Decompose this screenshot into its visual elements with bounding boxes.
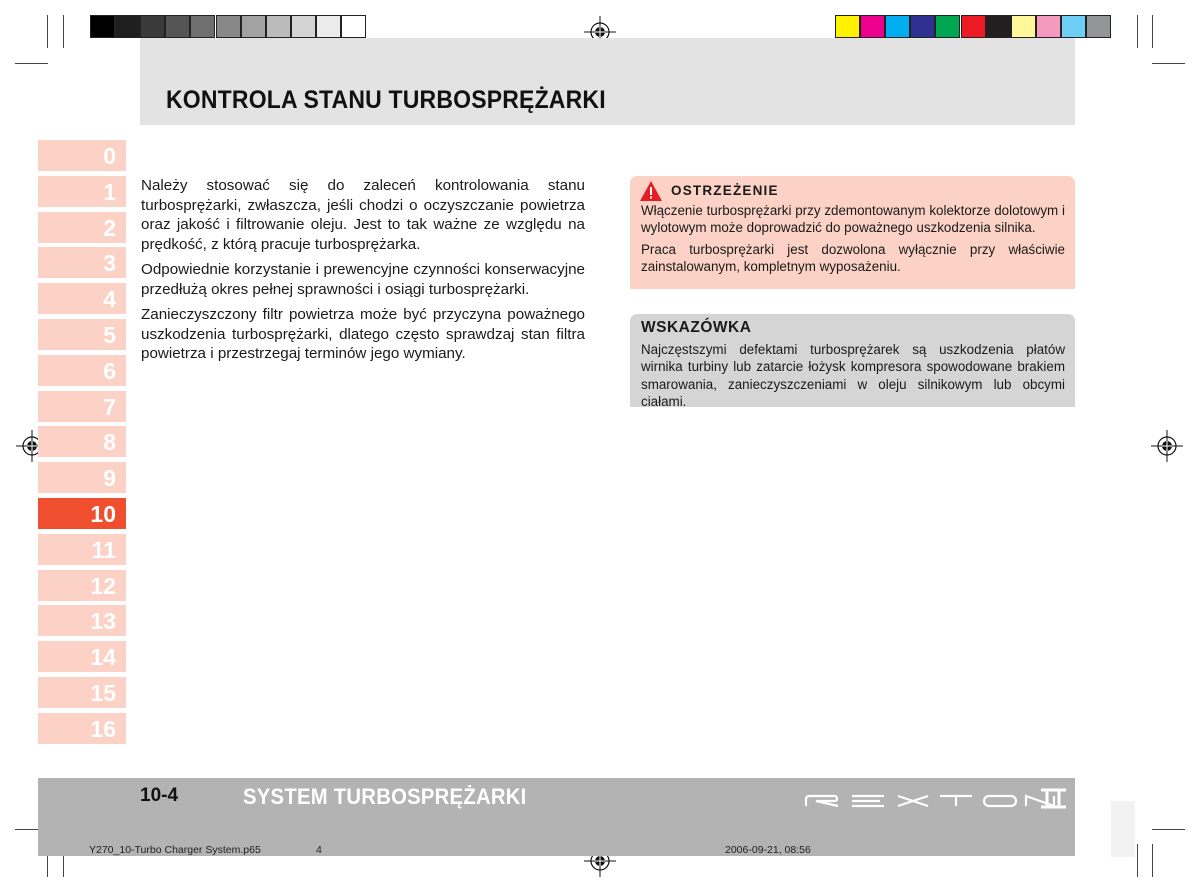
chapter-tab-11[interactable]: 11 <box>38 534 126 565</box>
edge-tab <box>1111 801 1135 857</box>
chapter-tab-12[interactable]: 12 <box>38 570 126 601</box>
print-timestamp: 2006-09-21, 08:56 <box>725 844 811 856</box>
chapter-tab-7[interactable]: 7 <box>38 391 126 422</box>
chapter-tab-6[interactable]: 6 <box>38 355 126 386</box>
gray-swatch <box>216 15 241 38</box>
gray-swatch <box>115 15 140 38</box>
gray-swatch <box>90 15 115 38</box>
print-sheet-number: 4 <box>316 844 322 856</box>
body-paragraph: Zanieczyszczony filtr powietrza może być przyczyna poważnego uszkodzenia turbosprężarki, dlatego często sprawdzaj stan filtra powietrza i przestrzegaj terminów jego wymiany. <box>141 306 585 362</box>
warning-title: OSTRZEŻENIE <box>671 183 779 198</box>
color-swatch <box>1086 15 1111 38</box>
chapter-tab-5[interactable]: 5 <box>38 319 126 350</box>
gray-swatch <box>316 15 341 38</box>
rexton-logo <box>804 787 1066 809</box>
color-swatch <box>1011 15 1036 38</box>
warning-paragraph: Włączenie turbosprężarki przy zdemontowanym kolektorze dolotowym i wylotowym może doprowadzić do poważnego uszkodzenia silnika. <box>641 203 1065 236</box>
body-paragraph: Odpowiednie korzystanie i prewencyjne czynności konserwacyjne przedłużą okres pełnej sprawności i osiągi turbosprężarki. <box>141 261 585 298</box>
gray-swatch <box>266 15 291 38</box>
color-swatch <box>860 15 885 38</box>
gray-swatch <box>241 15 266 38</box>
chapter-tab-8[interactable]: 8 <box>38 426 126 457</box>
chapter-tab-13[interactable]: 13 <box>38 605 126 636</box>
gray-swatch <box>165 15 190 38</box>
chapter-tab-9[interactable]: 9 <box>38 462 126 493</box>
color-swatch <box>961 15 986 38</box>
gray-swatch <box>291 15 316 38</box>
color-swatch <box>885 15 910 38</box>
gray-swatch <box>190 15 215 38</box>
color-swatch <box>986 15 1011 38</box>
chapter-tab-0[interactable]: 0 <box>38 140 126 171</box>
color-swatch <box>935 15 960 38</box>
hint-box <box>630 314 1075 407</box>
page-number: 10-4 <box>140 785 179 806</box>
page-title: KONTROLA STANU TURBOSPRĘŻARKI <box>166 86 606 114</box>
gray-swatch <box>140 15 165 38</box>
chapter-tab-16[interactable]: 16 <box>38 713 126 744</box>
color-swatch <box>1036 15 1061 38</box>
chapter-tab-10[interactable]: 10 <box>38 498 126 529</box>
gray-swatch <box>341 15 366 38</box>
color-swatch <box>835 15 860 38</box>
hint-text: Najczęstszymi defektami turbosprężarek są uszkodzenia płatów wirnika turbiny lub zatarcie łożysk kompresora spowodowane brakiem smarowania, zanieczyszczeniami w oleju silnikowym lub obcymi ciałami. <box>641 342 1065 409</box>
chapter-tab-15[interactable]: 15 <box>38 677 126 708</box>
warning-triangle-icon <box>639 180 663 202</box>
hint-title: WSKAZÓWKA <box>641 319 752 336</box>
chapter-tab-4[interactable]: 4 <box>38 283 126 314</box>
print-file-name: Y270_10-Turbo Charger System.p65 <box>89 844 261 856</box>
chapter-tab-14[interactable]: 14 <box>38 641 126 672</box>
color-swatch <box>1061 15 1086 38</box>
color-swatch <box>910 15 935 38</box>
chapter-tab-3[interactable]: 3 <box>38 247 126 278</box>
warning-paragraph: Praca turbosprężarki jest dozwolona wyłącznie przy właściwie zainstalowanym, kompletnym wyposażeniu. <box>641 241 1065 274</box>
registration-mark-icon <box>1151 430 1183 462</box>
chapter-tab-1[interactable]: 1 <box>38 176 126 207</box>
chapter-tab-2[interactable]: 2 <box>38 212 126 243</box>
body-paragraph: Należy stosować się do zaleceń kontrolowania stanu turbosprężarki, zwłaszcza, jeśli chodzi o oczyszczanie powietrza oraz jakość i filtrowanie oleju. Jest to tak ważne ze względu na prędkość, z którą pracuje turbosprężarka. <box>141 177 585 253</box>
section-name: SYSTEM TURBOSPRĘŻARKI <box>243 784 527 809</box>
body-text <box>141 176 585 370</box>
warning-box <box>630 176 1075 289</box>
